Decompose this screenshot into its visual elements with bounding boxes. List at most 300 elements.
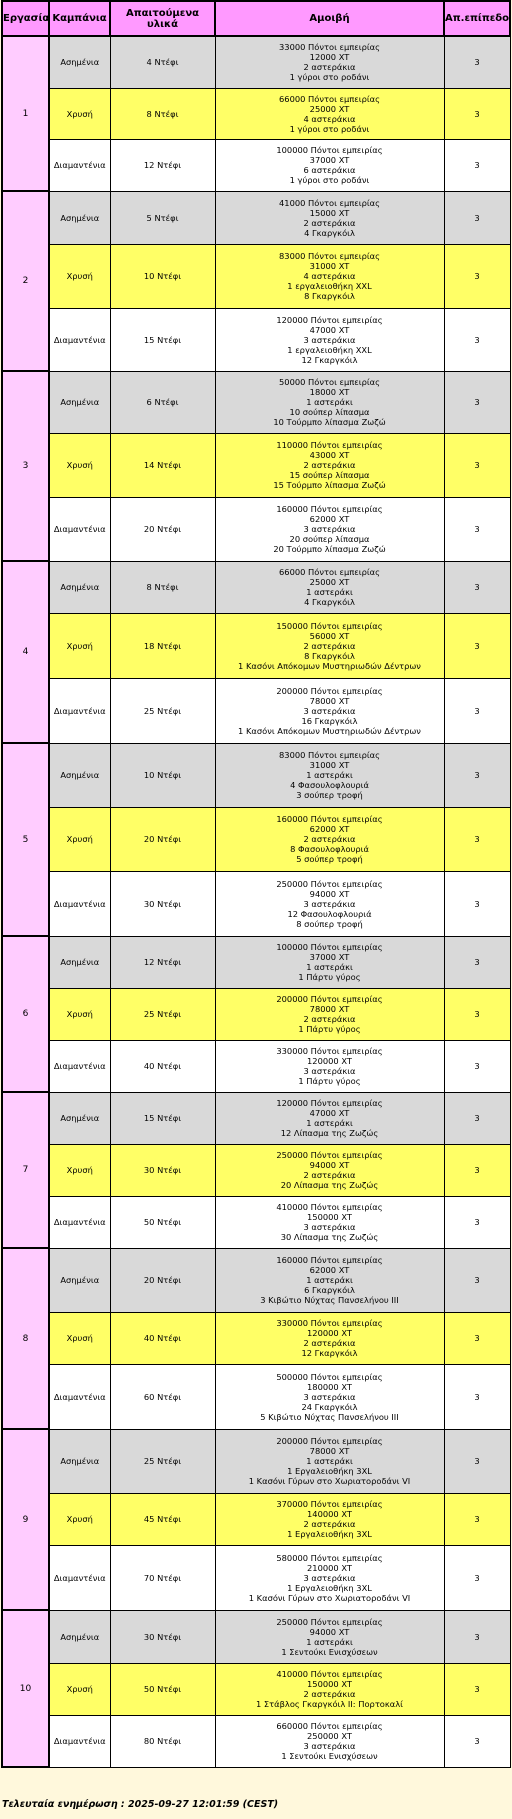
reward-line: 1 Πάρτυ γύρος (298, 972, 361, 982)
level-cell: 3 (444, 1196, 510, 1248)
reward-cell (215, 678, 444, 743)
reward-line: 2 αστεράκια (303, 217, 356, 228)
reward-line: 120000 Πόντοι εμπειρίας (276, 314, 383, 325)
campaign-cell: Διαμαντένια (49, 678, 110, 743)
reward-line: 1 αστεράκι (306, 1275, 353, 1285)
reward-line: 66000 Πόντοι εμπειρίας (279, 567, 380, 577)
reward-cell (215, 988, 444, 1040)
reward-line: 410000 Πόντοι εμπειρίας (276, 1202, 383, 1212)
campaign-cell: Χρυσή (49, 1663, 110, 1715)
campaign-cell: Χρυσή (49, 988, 110, 1040)
reward-cell (215, 1545, 444, 1610)
reward-line: 660000 Πόντοι εμπειρίας (276, 1721, 383, 1731)
level-cell: 3 (444, 1663, 510, 1715)
materials-cell: 25 Ντέφι (110, 988, 215, 1040)
reward-line: 5 Κιβώτιο Νύχτας Πανσελήνου III (260, 1411, 399, 1422)
reward-line: 47000 XT (309, 1108, 350, 1118)
campaign-cell: Διαμαντένια (49, 871, 110, 936)
materials-cell: 70 Ντέφι (110, 1545, 215, 1610)
task-number: 2 (2, 191, 49, 371)
reward-line: 250000 Πόντοι εμπειρίας (276, 1150, 383, 1160)
materials-cell: 30 Ντέφι (110, 871, 215, 936)
level-cell: 3 (444, 1364, 510, 1429)
materials-cell: 20 Ντέφι (110, 1248, 215, 1312)
campaign-cell: Χρυσή (49, 244, 110, 308)
table-row (2, 497, 510, 561)
header-reward: Αμοιβή (215, 1, 444, 36)
task-number: 3 (2, 371, 49, 561)
level-cell: 3 (444, 807, 510, 871)
reward-line: 8 Γκαργκόιλ (304, 650, 355, 661)
level-cell: 3 (444, 613, 510, 678)
campaign-cell: Διαμαντένια (49, 497, 110, 561)
reward-line: 1 Κασόνι Απόκομων Μυστηριωδών Δέντρων (238, 660, 421, 671)
table-row (2, 1312, 510, 1364)
reward-line: 110000 Πόντοι εμπειρίας (276, 440, 383, 450)
materials-cell: 6 Ντέφι (110, 371, 215, 433)
reward-line: 20 Τούρμπο λίπασμα Ζωζώ (273, 544, 386, 554)
reward-cell (215, 139, 444, 191)
level-cell: 3 (444, 871, 510, 936)
reward-line: 56000 XT (309, 630, 350, 641)
reward-line: 5 σούπερ τροφή (296, 854, 363, 864)
reward-line: 4 αστεράκια (303, 113, 356, 124)
materials-cell: 12 Ντέφι (110, 139, 215, 191)
table-row (2, 1040, 510, 1092)
reward-line: 8 Γκαργκόιλ (304, 291, 355, 301)
campaign-cell: Χρυσή (49, 807, 110, 871)
reward-line: 16 Γκαργκόιλ (301, 715, 358, 726)
materials-cell: 18 Ντέφι (110, 613, 215, 678)
reward-line: 120000 Πόντοι εμπειρίας (276, 1098, 383, 1108)
materials-cell: 45 Ντέφι (110, 1493, 215, 1545)
reward-line: 1 γύροι στο ροδάνι (289, 72, 370, 83)
materials-cell: 4 Ντέφι (110, 36, 215, 88)
reward-cell (215, 36, 444, 88)
reward-line: 15 Τούρμπο λίπασμα Ζωζώ (273, 480, 386, 490)
reward-line: 10 σούπερ λίπασμα (289, 407, 370, 417)
reward-line: 12 Φασουλοφλουριά (287, 908, 372, 919)
reward-line: 78000 XT (309, 695, 350, 706)
reward-cell (215, 613, 444, 678)
campaign-cell: Χρυσή (49, 88, 110, 139)
reward-line: 1 αστεράκι (306, 1456, 353, 1466)
reward-cell (215, 1312, 444, 1364)
reward-line: 25000 XT (309, 103, 350, 114)
reward-line: 3 αστεράκια (303, 705, 356, 716)
reward-line: 410000 Πόντοι εμπειρίας (276, 1669, 383, 1679)
reward-line: 20 σούπερ λίπασμα (289, 534, 370, 544)
reward-line: 15 σούπερ λίπασμα (289, 470, 370, 480)
level-cell: 3 (444, 191, 510, 244)
reward-line: 1 αστεράκι (306, 770, 353, 780)
materials-cell: 50 Ντέφι (110, 1196, 215, 1248)
reward-cell (215, 88, 444, 139)
campaign-cell: Ασημένια (49, 36, 110, 88)
reward-line: 1 γύροι στο ροδάνι (289, 175, 370, 185)
level-cell: 3 (444, 561, 510, 613)
reward-line: 50000 Πόντοι εμπειρίας (279, 377, 380, 387)
reward-line: 2 αστεράκια (303, 1170, 356, 1180)
campaign-cell: Χρυσή (49, 1144, 110, 1196)
reward-line: 4 Φασουλοφλουριά (290, 780, 369, 790)
table-row (2, 871, 510, 936)
campaign-cell: Ασημένια (49, 371, 110, 433)
reward-cell (215, 244, 444, 308)
header-task: Εργασία (2, 1, 49, 36)
reward-cell (215, 1715, 444, 1767)
reward-cell (215, 1144, 444, 1196)
reward-cell (215, 1493, 444, 1545)
reward-line: 1 γύροι στο ροδάνι (289, 123, 370, 134)
table-row (2, 1248, 510, 1312)
reward-line: 78000 XT (309, 1446, 350, 1456)
table-row (2, 371, 510, 433)
reward-line: 370000 Πόντοι εμπειρίας (276, 1499, 383, 1509)
level-cell: 3 (444, 497, 510, 561)
reward-line: 1 Πάρτυ γύρος (298, 1024, 361, 1034)
reward-cell (215, 433, 444, 497)
reward-line: 62000 XT (309, 514, 350, 524)
task-number: 5 (2, 743, 49, 936)
reward-cell (215, 1610, 444, 1663)
table-row (2, 1545, 510, 1610)
reward-line: 120000 XT (307, 1328, 352, 1338)
table-row (2, 191, 510, 244)
level-cell: 3 (444, 1715, 510, 1767)
reward-line: 1 Εργαλειοθήκη 3XL (287, 1529, 372, 1539)
level-cell: 3 (444, 139, 510, 191)
materials-cell: 50 Ντέφι (110, 1663, 215, 1715)
reward-cell (215, 1248, 444, 1312)
reward-line: 4 Γκαργκόιλ (304, 227, 355, 238)
reward-line: 1 Πάρτυ γύρος (298, 1076, 361, 1086)
task-number: 10 (2, 1610, 49, 1767)
reward-line: 150000 XT (307, 1212, 352, 1222)
header-materials: Απαιτούμενα υλικά (110, 1, 215, 36)
table-row (2, 807, 510, 871)
reward-cell (215, 191, 444, 244)
reward-line: 3 αστεράκια (303, 334, 356, 345)
materials-cell: 40 Ντέφι (110, 1312, 215, 1364)
campaign-cell: Διαμαντένια (49, 1364, 110, 1429)
task-number: 7 (2, 1092, 49, 1248)
campaign-cell: Χρυσή (49, 1493, 110, 1545)
reward-line: 160000 Πόντοι εμπειρίας (276, 814, 383, 824)
table-row (2, 88, 510, 139)
reward-line: 200000 Πόντοι εμπειρίας (276, 1436, 383, 1446)
reward-line: 160000 Πόντοι εμπειρίας (276, 1255, 383, 1265)
reward-line: 140000 XT (307, 1509, 352, 1519)
level-cell: 3 (444, 936, 510, 988)
level-cell: 3 (444, 1545, 510, 1610)
campaign-cell: Διαμαντένια (49, 139, 110, 191)
reward-line: 1 Κασόνι Γύρων στο Χωριατοροδάνι VI (248, 1592, 411, 1603)
reward-line: 47000 XT (309, 324, 350, 335)
campaign-cell: Διαμαντένια (49, 1196, 110, 1248)
campaign-cell: Ασημένια (49, 561, 110, 613)
reward-line: 37000 XT (309, 155, 350, 165)
reward-line: 250000 Πόντοι εμπειρίας (276, 1616, 383, 1627)
reward-line: 3 αστεράκια (303, 898, 356, 909)
reward-line: 2 αστεράκια (303, 640, 356, 651)
campaign-cell: Ασημένια (49, 1610, 110, 1663)
reward-line: 580000 Πόντοι εμπειρίας (276, 1552, 383, 1563)
table-row (2, 561, 510, 613)
materials-cell: 25 Ντέφι (110, 678, 215, 743)
reward-line: 24 Γκαργκόιλ (301, 1401, 358, 1412)
campaign-cell: Ασημένια (49, 936, 110, 988)
campaign-cell: Ασημένια (49, 743, 110, 807)
reward-cell (215, 308, 444, 371)
level-cell: 3 (444, 88, 510, 139)
header-campaign: Καμπάνια (49, 1, 110, 36)
level-cell: 3 (444, 1144, 510, 1196)
table-row (2, 1144, 510, 1196)
table-row (2, 433, 510, 497)
materials-cell: 80 Ντέφι (110, 1715, 215, 1767)
reward-line: 200000 Πόντοι εμπειρίας (276, 994, 383, 1004)
table-row (2, 1364, 510, 1429)
reward-line: 8 Φασουλοφλουριά (290, 844, 369, 854)
reward-line: 1 Σεντούκι Ενισχύσεων (281, 1646, 378, 1657)
materials-cell: 8 Ντέφι (110, 561, 215, 613)
campaign-cell: Διαμαντένια (49, 308, 110, 371)
reward-line: 94000 XT (309, 888, 350, 899)
task-number: 8 (2, 1248, 49, 1429)
reward-line: 66000 Πόντοι εμπειρίας (279, 93, 380, 104)
materials-cell: 5 Ντέφι (110, 191, 215, 244)
materials-cell: 30 Ντέφι (110, 1610, 215, 1663)
reward-line: 94000 XT (309, 1626, 350, 1637)
level-cell: 3 (444, 743, 510, 807)
reward-line: 2 αστεράκια (303, 834, 356, 844)
reward-line: 1 εργαλειοθήκη XXL (287, 344, 372, 355)
level-cell: 3 (444, 1493, 510, 1545)
reward-line: 200000 Πόντοι εμπειρίας (276, 685, 383, 696)
reward-line: 250000 Πόντοι εμπειρίας (276, 878, 383, 889)
table-row (2, 139, 510, 191)
reward-line: 1 αστεράκι (306, 1636, 353, 1647)
reward-line: 180000 XT (307, 1381, 352, 1392)
campaign-cell: Διαμαντένια (49, 1715, 110, 1767)
reward-line: 3 αστεράκια (303, 524, 356, 534)
reward-line: 3 αστεράκια (303, 1391, 356, 1402)
reward-line: 2 αστεράκια (303, 460, 356, 470)
reward-line: 330000 Πόντοι εμπειρίας (276, 1318, 383, 1328)
reward-line: 3 αστεράκια (303, 1572, 356, 1583)
level-cell: 3 (444, 433, 510, 497)
reward-line: 1 αστεράκι (306, 397, 353, 407)
materials-cell: 8 Ντέφι (110, 88, 215, 139)
table-row (2, 936, 510, 988)
reward-line: 1 Εργαλειοθήκη 3XL (287, 1466, 372, 1476)
task-number: 6 (2, 936, 49, 1092)
task-number: 4 (2, 561, 49, 743)
reward-line: 12000 XT (309, 52, 350, 63)
reward-line: 15000 XT (309, 207, 350, 218)
reward-line: 250000 XT (307, 1731, 352, 1741)
level-cell: 3 (444, 988, 510, 1040)
reward-cell (215, 1663, 444, 1715)
reward-line: 100000 Πόντοι εμπειρίας (276, 942, 383, 952)
level-cell: 3 (444, 1040, 510, 1092)
level-cell: 3 (444, 1312, 510, 1364)
campaign-cell: Διαμαντένια (49, 1040, 110, 1092)
campaign-cell: Χρυσή (49, 613, 110, 678)
reward-line: 31000 XT (309, 760, 350, 770)
reward-line: 25000 XT (309, 577, 350, 587)
materials-cell: 30 Ντέφι (110, 1144, 215, 1196)
campaign-cell: Χρυσή (49, 1312, 110, 1364)
reward-line: 150000 XT (307, 1679, 352, 1689)
task-number: 1 (2, 36, 49, 191)
reward-cell (215, 743, 444, 807)
table-row (2, 1663, 510, 1715)
header-level: Απ.επίπεδο (444, 1, 510, 36)
reward-line: 1 Κασόνι Απόκομων Μυστηριωδών Δέντρων (238, 725, 421, 736)
reward-line: 37000 XT (309, 952, 350, 962)
reward-line: 1 Κασόνι Γύρων στο Χωριατοροδάνι VI (248, 1476, 411, 1486)
reward-line: 83000 Πόντοι εμπειρίας (279, 750, 380, 760)
reward-line: 330000 Πόντοι εμπειρίας (276, 1046, 383, 1056)
campaign-cell: Ασημένια (49, 1248, 110, 1312)
reward-line: 3 αστεράκια (303, 1741, 356, 1751)
reward-line: 210000 XT (307, 1562, 352, 1573)
reward-line: 1 Σεντούκι Ενισχύσεων (281, 1751, 378, 1761)
reward-cell (215, 1364, 444, 1429)
level-cell: 3 (444, 1092, 510, 1144)
reward-line: 160000 Πόντοι εμπειρίας (276, 504, 383, 514)
level-cell: 3 (444, 1248, 510, 1312)
materials-cell: 20 Ντέφι (110, 497, 215, 561)
level-cell: 3 (444, 36, 510, 88)
reward-line: 33000 Πόντοι εμπειρίας (279, 42, 380, 53)
level-cell: 3 (444, 1610, 510, 1663)
materials-cell: 12 Ντέφι (110, 936, 215, 988)
table-row (2, 1092, 510, 1144)
reward-line: 12 Γκαργκόιλ (301, 354, 358, 365)
reward-line: 3 αστεράκια (303, 1222, 356, 1232)
reward-line: 3 Κιβώτιο Νύχτας Πανσελήνου III (260, 1295, 399, 1305)
table-row (2, 244, 510, 308)
reward-line: 1 Στάβλος Γκαργκόιλ II: Πορτοκαλί (256, 1699, 403, 1709)
materials-cell: 60 Ντέφι (110, 1364, 215, 1429)
level-cell: 3 (444, 371, 510, 433)
table-row (2, 743, 510, 807)
level-cell: 3 (444, 308, 510, 371)
table-row (2, 613, 510, 678)
table-row (2, 678, 510, 743)
reward-line: 1 αστεράκι (306, 962, 353, 972)
reward-line: 3 σούπερ τροφή (296, 790, 363, 800)
reward-cell (215, 497, 444, 561)
reward-line: 120000 XT (307, 1056, 352, 1066)
reward-line: 10 Τούρμπο λίπασμα Ζωζώ (273, 417, 386, 427)
reward-cell (215, 561, 444, 613)
reward-line: 500000 Πόντοι εμπειρίας (276, 1371, 383, 1382)
materials-cell: 10 Ντέφι (110, 244, 215, 308)
last-updated: Τελευταία ενημέρωση : 2025-09-27 12:01:59 (CEST) (2, 1799, 279, 1810)
reward-line: 62000 XT (309, 824, 350, 834)
materials-cell: 15 Ντέφι (110, 1092, 215, 1144)
reward-line: 6 Γκαργκόιλ (304, 1285, 355, 1295)
table-row (2, 1429, 510, 1493)
reward-line: 8 σούπερ τροφή (296, 918, 363, 929)
reward-cell (215, 1040, 444, 1092)
reward-line: 12 Λίπασμα της Ζωζώς (280, 1128, 379, 1138)
level-cell: 3 (444, 678, 510, 743)
reward-cell (215, 936, 444, 988)
table-row (2, 1715, 510, 1767)
reward-line: 2 αστεράκια (303, 1689, 356, 1699)
table-row (2, 1493, 510, 1545)
reward-line: 30 Λίπασμα της Ζωζώς (280, 1232, 379, 1242)
materials-cell: 25 Ντέφι (110, 1429, 215, 1493)
table-row (2, 1610, 510, 1663)
task-number: 9 (2, 1429, 49, 1610)
materials-cell: 40 Ντέφι (110, 1040, 215, 1092)
campaign-cell: Ασημένια (49, 1092, 110, 1144)
reward-cell (215, 371, 444, 433)
table-row (2, 988, 510, 1040)
reward-line: 2 αστεράκια (303, 62, 356, 73)
reward-line: 3 αστεράκια (303, 1066, 356, 1076)
level-cell: 3 (444, 244, 510, 308)
reward-line: 78000 XT (309, 1004, 350, 1014)
reward-line: 43000 XT (309, 450, 350, 460)
header-row (2, 1, 510, 36)
reward-line: 100000 Πόντοι εμπειρίας (276, 145, 383, 155)
materials-cell: 20 Ντέφι (110, 807, 215, 871)
reward-cell (215, 1196, 444, 1248)
reward-line: 2 αστεράκια (303, 1519, 356, 1529)
reward-line: 150000 Πόντοι εμπειρίας (276, 620, 383, 631)
campaign-cell: Διαμαντένια (49, 1545, 110, 1610)
reward-line: 62000 XT (309, 1265, 350, 1275)
table-row (2, 36, 510, 88)
reward-line: 83000 Πόντοι εμπειρίας (279, 251, 380, 261)
level-cell: 3 (444, 1429, 510, 1493)
reward-line: 1 εργαλειοθήκη XXL (287, 281, 372, 291)
reward-line: 1 Εργαλειοθήκη 3XL (287, 1582, 372, 1593)
campaign-cell: Χρυσή (49, 433, 110, 497)
campaign-cell: Ασημένια (49, 191, 110, 244)
reward-line: 94000 XT (309, 1160, 350, 1170)
reward-line: 4 αστεράκια (303, 271, 356, 281)
table-row (2, 1196, 510, 1248)
reward-cell (215, 1429, 444, 1493)
reward-cell (215, 1092, 444, 1144)
reward-line: 12 Γκαργκόιλ (301, 1348, 358, 1358)
reward-cell (215, 807, 444, 871)
reward-line: 18000 XT (309, 387, 350, 397)
materials-cell: 10 Ντέφι (110, 743, 215, 807)
reward-line: 41000 Πόντοι εμπειρίας (279, 197, 380, 208)
campaign-cell: Ασημένια (49, 1429, 110, 1493)
materials-cell: 14 Ντέφι (110, 433, 215, 497)
rewards-table (1, 0, 511, 1768)
reward-line: 1 αστεράκι (306, 1118, 353, 1128)
table-row (2, 308, 510, 371)
reward-line: 4 Γκαργκόιλ (304, 597, 355, 607)
reward-line: 20 Λίπασμα της Ζωζώς (280, 1180, 379, 1190)
reward-line: 2 αστεράκια (303, 1014, 356, 1024)
reward-line: 31000 XT (309, 261, 350, 271)
reward-line: 1 αστεράκι (306, 587, 353, 597)
reward-line: 6 αστεράκια (303, 165, 356, 175)
reward-line: 2 αστεράκια (303, 1338, 356, 1348)
